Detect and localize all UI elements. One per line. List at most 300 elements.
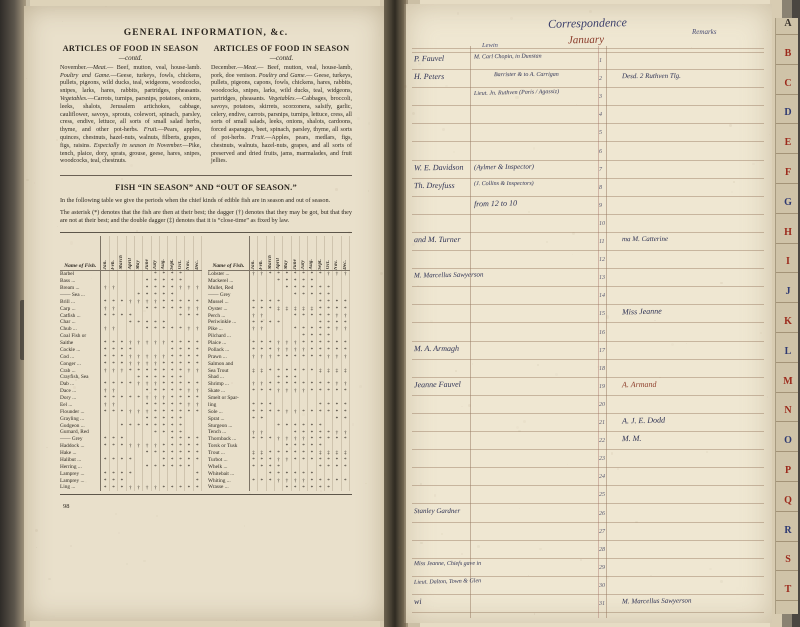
- fish-table-month-header: Nov.: [185, 236, 193, 271]
- index-tab-j[interactable]: J: [785, 286, 791, 298]
- fish-month-cell: *: [176, 402, 184, 409]
- fish-month-cell: [193, 429, 201, 436]
- fish-month-cell: *: [143, 285, 151, 292]
- fish-month-cell: †: [134, 381, 142, 388]
- fish-month-cell: [118, 333, 126, 340]
- fish-name-cell: Halibut ...: [60, 457, 101, 464]
- index-tab-e[interactable]: E: [784, 137, 792, 149]
- index-tab-o[interactable]: O: [784, 435, 792, 447]
- fish-month-cell: [109, 333, 117, 340]
- fish-name-cell: Char ...: [60, 319, 101, 326]
- table-row: [60, 464, 202, 471]
- fish-month-cell: *: [126, 423, 134, 430]
- fish-month-cell: [283, 319, 291, 326]
- fish-name-cell: Gudgeon ...: [60, 423, 101, 430]
- manuscript-entry: Th. Dreyfuss: [413, 180, 455, 190]
- fish-month-cell: *: [176, 388, 184, 395]
- index-tab-divider: [776, 272, 798, 273]
- fish-name-cell: Ling ...: [60, 484, 101, 491]
- fish-month-cell: †: [151, 340, 159, 347]
- index-tab-m[interactable]: M: [783, 375, 793, 387]
- index-tab-s[interactable]: S: [785, 554, 791, 566]
- fish-month-cell: *: [118, 347, 126, 354]
- fish-month-cell: *: [143, 374, 151, 381]
- fish-name-cell: Sea Trout: [208, 368, 249, 375]
- fish-month-cell: ‡: [249, 450, 257, 457]
- fish-month-cell: [176, 333, 184, 340]
- fish-name-cell: Salmon and: [208, 361, 249, 368]
- fish-month-cell: [118, 374, 126, 381]
- fish-month-cell: †: [299, 347, 307, 354]
- fish-month-cell: *: [258, 388, 266, 395]
- fish-month-cell: *: [101, 409, 109, 416]
- fish-month-cell: [126, 285, 134, 292]
- fish-month-cell: *: [176, 326, 184, 333]
- index-tab-divider: [776, 392, 798, 393]
- fish-month-cell: *: [308, 292, 316, 299]
- fish-month-cell: [118, 278, 126, 285]
- fish-month-cell: [134, 429, 142, 436]
- paper-speckle: [418, 63, 420, 65]
- fish-month-cell: *: [168, 271, 176, 278]
- fish-month-cell: *: [308, 368, 316, 375]
- paper-speckle: [455, 370, 457, 372]
- fish-month-cell: †: [134, 340, 142, 347]
- fish-month-cell: [134, 436, 142, 443]
- fish-month-cell: [308, 416, 316, 423]
- fish-month-cell: [143, 471, 151, 478]
- index-tab-divider: [776, 332, 798, 333]
- fish-month-cell: [134, 313, 142, 320]
- fish-month-cell: *: [118, 395, 126, 402]
- fish-month-cell: *: [151, 416, 159, 423]
- fish-month-cell: *: [143, 450, 151, 457]
- fish-month-cell: [341, 395, 349, 402]
- fish-month-cell: *: [316, 409, 324, 416]
- table-row: [208, 292, 350, 299]
- fish-month-cell: †: [341, 326, 349, 333]
- paper-speckle: [335, 188, 337, 190]
- fish-month-cell: *: [101, 354, 109, 361]
- ruled-line: [412, 377, 764, 378]
- fish-month-cell: †: [185, 326, 193, 333]
- index-tab-n[interactable]: N: [784, 405, 792, 417]
- fish-month-cell: †: [143, 299, 151, 306]
- fish-month-cell: *: [258, 478, 266, 485]
- paper-speckle: [752, 163, 755, 166]
- fish-table-month-header: June: [291, 236, 299, 271]
- fish-month-cell: [109, 429, 117, 436]
- fish-month-cell: *: [283, 443, 291, 450]
- ruled-line: [412, 322, 764, 323]
- table-row: [208, 347, 350, 354]
- fish-month-cell: *: [185, 361, 193, 368]
- row-number: 21: [599, 420, 605, 426]
- fish-month-cell: [316, 416, 324, 423]
- ruled-line: [412, 250, 764, 251]
- index-tab-k[interactable]: K: [784, 316, 792, 327]
- row-number: 3: [599, 94, 602, 101]
- manuscript-entry: H. Peters: [413, 72, 445, 82]
- fish-table-month-header: Sept.: [316, 236, 324, 271]
- fish-month-cell: *: [266, 388, 274, 395]
- paper-speckle: [468, 404, 471, 407]
- row-number: 20: [599, 401, 605, 408]
- paper-speckle: [152, 200, 153, 201]
- table-row: [208, 457, 350, 464]
- fish-month-cell: *: [151, 423, 159, 430]
- table-row: [208, 340, 350, 347]
- fish-month-cell: *: [299, 457, 307, 464]
- table-row: [60, 395, 202, 402]
- fish-month-cell: †: [101, 326, 109, 333]
- table-row: [208, 423, 350, 430]
- fish-month-cell: *: [160, 402, 168, 409]
- fish-table-month-header: March: [266, 236, 274, 271]
- fish-month-cell: †: [134, 299, 142, 306]
- fish-month-cell: †: [160, 354, 168, 361]
- index-tabs[interactable]: [774, 18, 800, 614]
- fish-month-cell: †: [283, 388, 291, 395]
- fish-month-cell: *: [283, 271, 291, 278]
- fish-month-cell: *: [160, 299, 168, 306]
- fish-month-cell: *: [324, 347, 332, 354]
- fish-month-cell: †: [126, 299, 134, 306]
- fish-name-cell: Thornback ...: [208, 436, 249, 443]
- paper-speckle: [75, 379, 77, 381]
- index-tab-r[interactable]: R: [784, 524, 792, 536]
- fish-month-cell: *: [151, 464, 159, 471]
- paper-speckle: [461, 406, 462, 407]
- fish-month-cell: [168, 471, 176, 478]
- fish-month-cell: *: [160, 374, 168, 381]
- fish-name-cell: Wrasse ...: [208, 484, 249, 491]
- fish-month-cell: [126, 374, 134, 381]
- fish-month-cell: *: [299, 409, 307, 416]
- fish-month-cell: *: [283, 354, 291, 361]
- fish-month-cell: [341, 374, 349, 381]
- fish-month-cell: *: [168, 306, 176, 313]
- paper-speckle: [121, 178, 123, 180]
- fish-month-cell: [299, 361, 307, 368]
- paper-speckle: [279, 97, 280, 98]
- index-tab-h[interactable]: H: [784, 226, 792, 238]
- index-tab-q[interactable]: Q: [784, 494, 792, 506]
- table-row: [208, 443, 350, 450]
- fish-name-cell: —— Grey: [208, 292, 249, 299]
- fish-month-cell: [134, 402, 142, 409]
- fish-month-cell: [324, 278, 332, 285]
- fish-month-cell: [324, 423, 332, 430]
- fish-month-cell: [101, 416, 109, 423]
- fish-month-cell: †: [151, 361, 159, 368]
- fish-month-cell: †: [134, 354, 142, 361]
- fish-month-cell: *: [151, 429, 159, 436]
- fish-month-cell: [126, 326, 134, 333]
- index-tab-l[interactable]: L: [784, 345, 792, 357]
- fish-month-cell: *: [160, 450, 168, 457]
- fish-month-cell: *: [176, 429, 184, 436]
- fish-month-cell: *: [308, 285, 316, 292]
- paper-speckle: [430, 320, 433, 323]
- fish-month-cell: *: [168, 347, 176, 354]
- fish-month-cell: [258, 361, 266, 368]
- paper-speckle: [420, 542, 422, 544]
- fish-month-cell: *: [168, 354, 176, 361]
- fish-month-cell: *: [324, 333, 332, 340]
- fish-month-cell: *: [193, 471, 201, 478]
- fish-month-cell: [126, 450, 134, 457]
- index-tab-b[interactable]: B: [784, 47, 792, 59]
- fish-month-cell: [274, 361, 282, 368]
- fish-month-cell: [291, 361, 299, 368]
- fish-month-cell: *: [185, 381, 193, 388]
- fish-month-cell: *: [151, 306, 159, 313]
- fish-table-body: [60, 271, 202, 492]
- table-row: [208, 478, 350, 485]
- fish-month-cell: [249, 285, 257, 292]
- column-body-december: December.—Meat.— Beef, mutton, veal, house-lamb, pork, doe venison. Poultry and Game.— Geese, turkeys, pullets, pigeons, capons, fowls, chickens, hares, rabbits, woodcocks, snipes, larks, wild ducks, teal, widgeons, partridges, pheasants. Vegetables.—Cabbages, broccoli, savoys, potatoes, skirrets, scorzonera, salsify, garlic, celery, endive, carrots, parsnips, turnips, lettuce, cress, all sorts of small salads, leeks, onions, shalots, cardoons, forced asparagus, beet, spinach, parsley, thyme, all sorts of pot-herbs. Fruit.—Apples, pears, medlars, figs, chestnuts, walnuts, hazel-nuts, grapes, and all sorts of preserved and dried fruits, jams, marmalades, and fruit jellies.: [211, 64, 352, 165]
- fish-month-cell: †: [274, 388, 282, 395]
- fish-month-cell: *: [151, 278, 159, 285]
- fish-month-cell: [266, 484, 274, 491]
- fish-table-month-header: Nov.: [333, 236, 341, 271]
- manuscript-entry: from 12 to 10: [473, 198, 518, 209]
- fish-month-cell: †: [109, 388, 117, 395]
- fish-table-month-header: Feb.: [258, 236, 266, 271]
- fish-month-cell: *: [109, 361, 117, 368]
- paper-speckle: [73, 386, 76, 389]
- fish-name-cell: —— Sea ...: [60, 292, 101, 299]
- fish-month-cell: †: [333, 313, 341, 320]
- fish-month-cell: †: [101, 285, 109, 292]
- fish-month-cell: *: [134, 292, 142, 299]
- fish-month-cell: [134, 285, 142, 292]
- fish-month-cell: *: [249, 436, 257, 443]
- fish-month-cell: *: [283, 450, 291, 457]
- fish-month-cell: [126, 333, 134, 340]
- row-number: 27: [599, 528, 605, 535]
- fish-name-cell: —— Grey: [60, 436, 101, 443]
- ruled-line: [412, 594, 764, 595]
- fish-month-cell: †: [274, 478, 282, 485]
- fish-month-cell: *: [185, 340, 193, 347]
- fish-month-cell: [274, 326, 282, 333]
- fish-name-cell: Whelk ...: [208, 464, 249, 471]
- fish-month-cell: *: [160, 457, 168, 464]
- fish-month-cell: [258, 471, 266, 478]
- fish-month-cell: [283, 429, 291, 436]
- index-tab-f[interactable]: F: [784, 167, 792, 178]
- fish-month-cell: *: [308, 450, 316, 457]
- fish-month-cell: *: [274, 381, 282, 388]
- fish-month-cell: [118, 416, 126, 423]
- index-tab-i[interactable]: I: [786, 256, 790, 268]
- fish-month-cell: *: [168, 409, 176, 416]
- index-tab-divider: [776, 123, 798, 124]
- fish-month-cell: [333, 333, 341, 340]
- index-tab-g[interactable]: G: [784, 196, 792, 208]
- fish-month-cell: [341, 484, 349, 491]
- index-tab-t[interactable]: T: [784, 584, 792, 596]
- fish-month-cell: ‡: [249, 368, 257, 375]
- fish-month-cell: †: [299, 388, 307, 395]
- fish-month-cell: *: [118, 436, 126, 443]
- fish-month-cell: *: [316, 436, 324, 443]
- fish-month-cell: [341, 361, 349, 368]
- fish-month-cell: *: [316, 478, 324, 485]
- fish-month-cell: *: [168, 443, 176, 450]
- fish-month-cell: *: [168, 374, 176, 381]
- fish-month-cell: [333, 292, 341, 299]
- fish-name-cell: Lamprey ...: [60, 471, 101, 478]
- fish-month-cell: [134, 333, 142, 340]
- table-row: [208, 271, 350, 278]
- column-heading: ARTICLES OF FOOD IN SEASON: [213, 44, 350, 53]
- row-number: 29: [599, 564, 605, 571]
- fish-month-cell: [185, 292, 193, 299]
- fish-table-month-header: April: [126, 236, 134, 271]
- fish-month-cell: [316, 361, 324, 368]
- fish-table-month-header: May: [283, 236, 291, 271]
- fish-month-cell: *: [283, 484, 291, 491]
- divider: [60, 175, 352, 176]
- fish-month-cell: [134, 464, 142, 471]
- table-row: [60, 402, 202, 409]
- fish-month-cell: †: [160, 395, 168, 402]
- paper-speckle: [302, 413, 305, 416]
- fish-month-cell: *: [151, 450, 159, 457]
- fish-month-cell: †: [283, 409, 291, 416]
- fish-month-cell: †: [134, 361, 142, 368]
- paper-speckle: [567, 464, 568, 465]
- fish-month-cell: [249, 395, 257, 402]
- fish-month-cell: *: [266, 409, 274, 416]
- row-number: 18: [599, 365, 605, 372]
- paper-speckle: [412, 112, 415, 115]
- fish-month-cell: [151, 436, 159, 443]
- fish-month-cell: [109, 416, 117, 423]
- fish-month-cell: *: [333, 436, 341, 443]
- fish-month-cell: [341, 423, 349, 430]
- fish-month-cell: *: [274, 278, 282, 285]
- fish-month-cell: *: [109, 436, 117, 443]
- fish-month-cell: †: [274, 347, 282, 354]
- ruled-line: [412, 105, 764, 106]
- column-subheading: —contd.: [269, 53, 294, 62]
- table-row: [60, 484, 202, 491]
- index-tab-c[interactable]: C: [784, 77, 792, 89]
- fish-month-cell: †: [143, 484, 151, 491]
- table-row: [208, 319, 350, 326]
- fish-month-cell: *: [274, 354, 282, 361]
- fish-month-cell: †: [185, 285, 193, 292]
- index-tab-a[interactable]: A: [784, 18, 792, 29]
- table-row: [60, 443, 202, 450]
- paper-speckle: [572, 254, 573, 255]
- table-row: [60, 388, 202, 395]
- fish-month-cell: [126, 278, 134, 285]
- index-tab-p[interactable]: P: [784, 465, 792, 476]
- fish-month-cell: [143, 333, 151, 340]
- fish-month-cell: [266, 374, 274, 381]
- fish-month-cell: *: [185, 347, 193, 354]
- paper-speckle: [359, 385, 362, 388]
- fish-month-cell: *: [143, 388, 151, 395]
- fish-month-cell: [299, 416, 307, 423]
- fish-month-cell: †: [118, 368, 126, 375]
- fish-name-cell: Crab ...: [60, 368, 101, 375]
- fish-month-cell: *: [176, 368, 184, 375]
- table-row: [60, 319, 202, 326]
- fish-month-cell: *: [185, 395, 193, 402]
- fish-month-cell: *: [109, 340, 117, 347]
- fish-month-cell: *: [316, 319, 324, 326]
- fish-month-cell: [176, 319, 184, 326]
- fish-month-cell: *: [185, 443, 193, 450]
- fish-month-cell: *: [143, 416, 151, 423]
- paper-speckle: [340, 71, 341, 72]
- table-row: [60, 278, 202, 285]
- fish-month-cell: *: [299, 271, 307, 278]
- fish-month-cell: *: [160, 285, 168, 292]
- fish-name-cell: Flounder ...: [60, 409, 101, 416]
- table-row: [208, 484, 350, 491]
- fish-month-cell: [109, 450, 117, 457]
- fish-month-cell: [109, 464, 117, 471]
- paper-speckle: [515, 96, 518, 99]
- column-december: [211, 44, 352, 166]
- fish-month-cell: [185, 374, 193, 381]
- fish-month-cell: *: [274, 423, 282, 430]
- fish-month-cell: *: [316, 340, 324, 347]
- fish-name-cell: Dace ...: [60, 388, 101, 395]
- fish-month-cell: *: [193, 457, 201, 464]
- fish-month-cell: *: [291, 326, 299, 333]
- fish-month-cell: [185, 471, 193, 478]
- table-row: [208, 306, 350, 313]
- fish-month-cell: *: [316, 388, 324, 395]
- fish-month-cell: *: [168, 388, 176, 395]
- paper-speckle: [671, 343, 674, 346]
- fish-month-cell: *: [324, 478, 332, 485]
- fish-month-cell: [126, 388, 134, 395]
- fish-month-cell: [101, 374, 109, 381]
- index-tab-d[interactable]: D: [784, 107, 792, 119]
- fish-month-cell: [249, 443, 257, 450]
- fish-month-cell: †: [333, 429, 341, 436]
- fish-month-cell: [274, 429, 282, 436]
- fish-month-cell: *: [176, 423, 184, 430]
- fish-table-left-half: [60, 236, 202, 491]
- paper-speckle: [617, 468, 619, 470]
- fish-month-cell: †: [126, 361, 134, 368]
- row-number: 28: [599, 546, 605, 553]
- table-row: [60, 471, 202, 478]
- fish-month-cell: *: [109, 409, 117, 416]
- fish-month-cell: [118, 464, 126, 471]
- paper-speckle: [404, 85, 407, 88]
- fish-month-cell: [283, 333, 291, 340]
- fish-month-cell: *: [258, 306, 266, 313]
- fish-month-cell: †: [101, 402, 109, 409]
- table-row: [60, 306, 202, 313]
- ruled-line: [412, 268, 764, 269]
- table-row: [60, 285, 202, 292]
- fish-month-cell: [324, 416, 332, 423]
- fish-month-cell: [126, 429, 134, 436]
- fish-table-month-header: Jan.: [249, 236, 257, 271]
